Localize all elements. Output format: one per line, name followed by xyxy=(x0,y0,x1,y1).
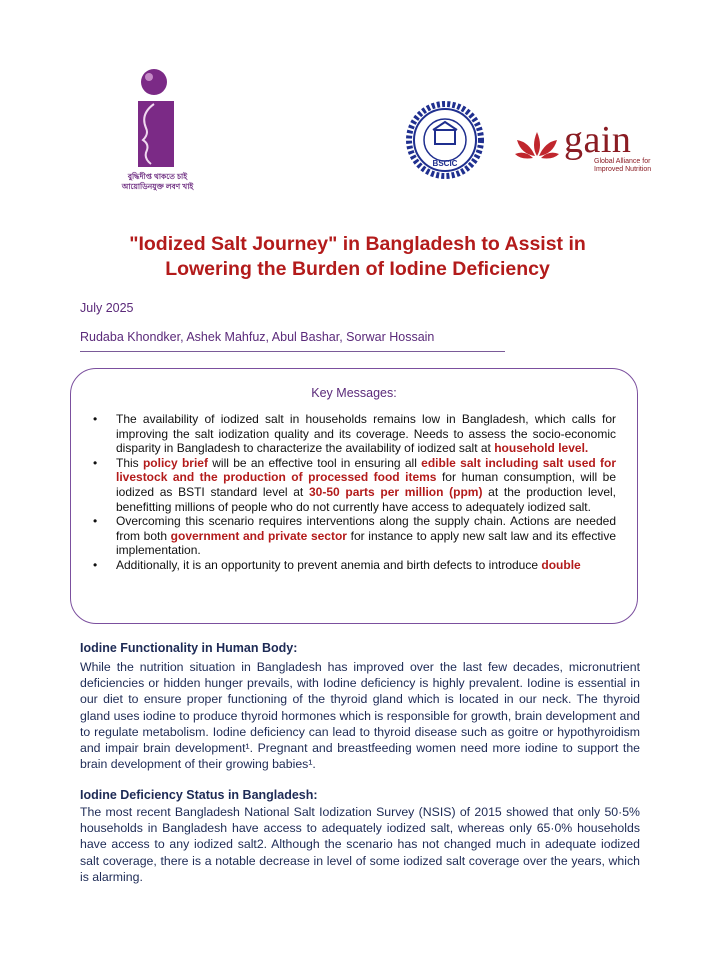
key-messages-heading: Key Messages: xyxy=(311,386,397,400)
list-item: • The availability of iodized salt in households remains low in Bangladesh, which calls for improving the salt iodization quality and its coverage. Needs to assess the socio-economic disparity in Bangladesh to characterize the availability of iodized salt at household level. xyxy=(93,412,616,456)
section-heading-iodine-functionality: Iodine Functionality in Human Body: xyxy=(80,641,298,655)
gain-wordmark: gain xyxy=(564,119,632,161)
bscic-seal-logo xyxy=(405,100,485,180)
svg-text:BSCIC: BSCIC xyxy=(432,159,458,168)
key-messages-list xyxy=(92,412,616,573)
section-heading-deficiency-status: Iodine Deficiency Status in Bangladesh: xyxy=(80,788,318,802)
gain-flower-icon xyxy=(514,126,560,160)
divider xyxy=(80,351,505,352)
page-title: "Iodized Salt Journey" in Bangladesh to Assist in Lowering the Burden of Iodine Deficiency xyxy=(129,233,586,280)
section-body-iodine-functionality: While the nutrition situation in Bangladesh has improved over the last few decades, micronutrient deficiencies or hidden hunger prevails, with Iodine deficiency is highly prevalent. Iodine is essential in our diet to ensure proper functioning of the thyroid gland which is located in our neck. The thyroid gland uses iodine to produce thyroid hormones which is responsible for growth, brain development and to regulate metabolism. Iodine deficiency can lead to thyroid disease such as goitre or hypothyroidism and impair brain development¹. Pregnant and breastfeeding women need more iodine to support the brain development of their growing babies¹. xyxy=(80,660,640,772)
publication-date: July 2025 xyxy=(80,301,134,315)
gain-tagline: Global Alliance for Improved Nutrition xyxy=(594,158,652,173)
list-item: • This policy brief will be an effective tool in ensuring all edible salt including salt used for livestock and the production of processed food items for human consumption, will be iodized as BSTI standard level at 30-50 parts per million (ppm) at the production level, benefitting millions of people who do not currently have access to adequately iodized salt. xyxy=(93,455,617,514)
authors-line: Rudaba Khondker, Ashek Mahfuz, Abul Bashar, Sorwar Hossain xyxy=(80,330,435,344)
section-body-deficiency-status: The most recent Bangladesh National Salt Iodization Survey (NSIS) of 2015 showed that only 50·5% households in Bangladesh have access to adequately iodized salt, whereas only 65·0% households have access to any iodized salt2. Although the scenario has not changed much in adequate iodized salt coverage, there is a notable decrease in level of some iodized salt coverage over the years, which is alarming. xyxy=(80,805,640,884)
gain-logo xyxy=(514,120,659,180)
iodine-campaign-caption: বুদ্ধিদীপ্ত থাকতে চাই আয়োডিনযুক্ত লবণ খাই xyxy=(121,172,194,191)
list-item: • Additionally, it is an opportunity to prevent anemia and birth defects to introduce double xyxy=(93,557,581,572)
list-item: • Overcoming this scenario requires interventions along the supply chain. Actions are needed from both government and private sector for instance to apply new salt law and its effective implementation. xyxy=(93,514,617,558)
